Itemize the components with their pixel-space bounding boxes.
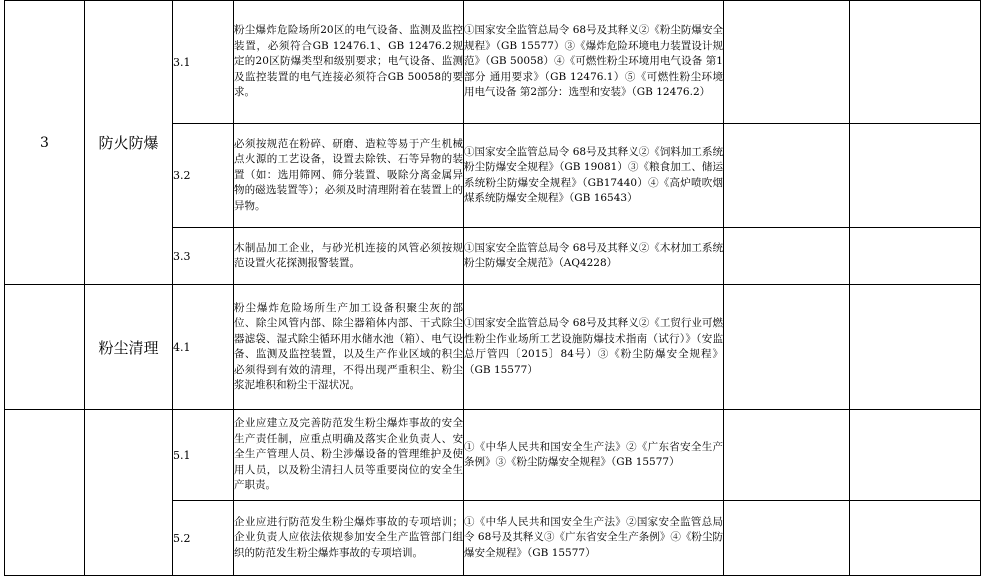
item-basis: ①国家安全监管总局令 68号及其释义②《粉尘防爆安全规程》（GB 15577）③《爆炸危险环境电力装置设计规范》（GB 50058）④《可燃性粉尘环境用电气设备 第1部分 通用要求》（GB 12476.1）⑤《可燃性粉尘环境用电气设备 第2部分：选型和安装》（GB 12476.2） [464, 1, 724, 124]
item-code: 5.2 [173, 501, 234, 576]
blank-cell [724, 410, 850, 501]
item-basis: ①国家安全监管总局令 68号及其释义②《木材加工系统粉尘防爆安全规范》（AQ4228） [464, 228, 724, 285]
item-basis: ①《中华人民共和国安全生产法》②《广东省安全生产条例》③《粉尘防爆安全规程》（GB 15577） [464, 410, 724, 501]
group-category: 防火防爆 [85, 1, 173, 285]
item-code: 3.2 [173, 124, 234, 228]
blank-cell [724, 285, 850, 410]
blank-cell [850, 1, 981, 124]
table-row [5, 285, 981, 410]
item-basis: ①《中华人民共和国安全生产法》②国家安全监管总局令 68号及其释义③《广东省安全生产条例》④《粉尘防爆安全规程》（GB 15577） [464, 501, 724, 576]
hazard-check-table [4, 0, 981, 576]
blank-cell [724, 1, 850, 124]
item-requirement: 企业应建立及完善防范发生粉尘爆炸事故的安全生产责任制，应重点明确及落实企业负责人、安全生产管理人员、粉尘涉爆设备的管理维护及使用人员，以及粉尘清扫人员等重要岗位的安全生产职责。 [234, 410, 464, 501]
item-requirement: 必须按规范在粉碎、研磨、造粒等易于产生机械点火源的工艺设备，设置去除铁、石等异物的装置（如：选用筛网、筛分装置、吸除分离金属异物的磁选装置等）；必须及时清理附着在装置上的异物。 [234, 124, 464, 228]
blank-cell [724, 228, 850, 285]
item-code: 5.1 [173, 410, 234, 501]
blank-cell [850, 501, 981, 576]
blank-cell [850, 228, 981, 285]
item-code: 4.1 [173, 285, 234, 410]
table-row [5, 410, 981, 501]
item-requirement: 企业应进行防范发生粉尘爆炸事故的专项培训；企业负责人应依法依规参加安全生产监管部门组织的防范发生粉尘爆炸事故的专项培训。 [234, 501, 464, 576]
blank-cell [850, 285, 981, 410]
item-requirement: 粉尘爆炸危险场所生产加工设备积聚尘灰的部位、除尘风管内部、除尘器箱体内部、干式除尘器滤袋、湿式除尘循环用水储水池（箱）、电气设备、监测及监控装置，以及生产作业区域的积尘必须得到有效的清理，不得出现严重积尘、粉尘浆泥堆积和粉尘干湿状况。 [234, 285, 464, 410]
item-basis: ①国家安全监管总局令 68号及其释义②《工贸行业可燃性粉尘作业场所工艺设施防爆技术指南（试行）》（安监总厅管四〔2015〕84号）③《粉尘防爆安全规程》（GB 15577） [464, 285, 724, 410]
blank-cell [724, 124, 850, 228]
item-code: 3.3 [173, 228, 234, 285]
item-requirement: 木制品加工企业，与砂光机连接的风管必须按规范设置火花探测报警装置。 [234, 228, 464, 285]
blank-cell [850, 124, 981, 228]
group-number [5, 410, 85, 576]
group-category [85, 410, 173, 576]
blank-cell [850, 410, 981, 501]
item-requirement: 粉尘爆炸危险场所20区的电气设备、监测及监控装置，必须符合GB 12476.1、GB 12476.2规定的20区防爆类型和级别要求；电气设备、监测及监控装置的电气连接必须符合GB 50058的要求。 [234, 1, 464, 124]
group-number: 3 [5, 1, 85, 285]
item-code: 3.1 [173, 1, 234, 124]
blank-cell [724, 501, 850, 576]
table-row [5, 1, 981, 124]
group-number [5, 285, 85, 410]
group-category: 粉尘清理 [85, 285, 173, 410]
item-basis: ①国家安全监管总局令 68号及其释义②《饲料加工系统粉尘防爆安全规程》（GB 19081）③《粮食加工、储运系统粉尘防爆安全规程》（GB17440）④《高炉喷吹烟煤系统防爆安全规程》（GB 16543） [464, 124, 724, 228]
